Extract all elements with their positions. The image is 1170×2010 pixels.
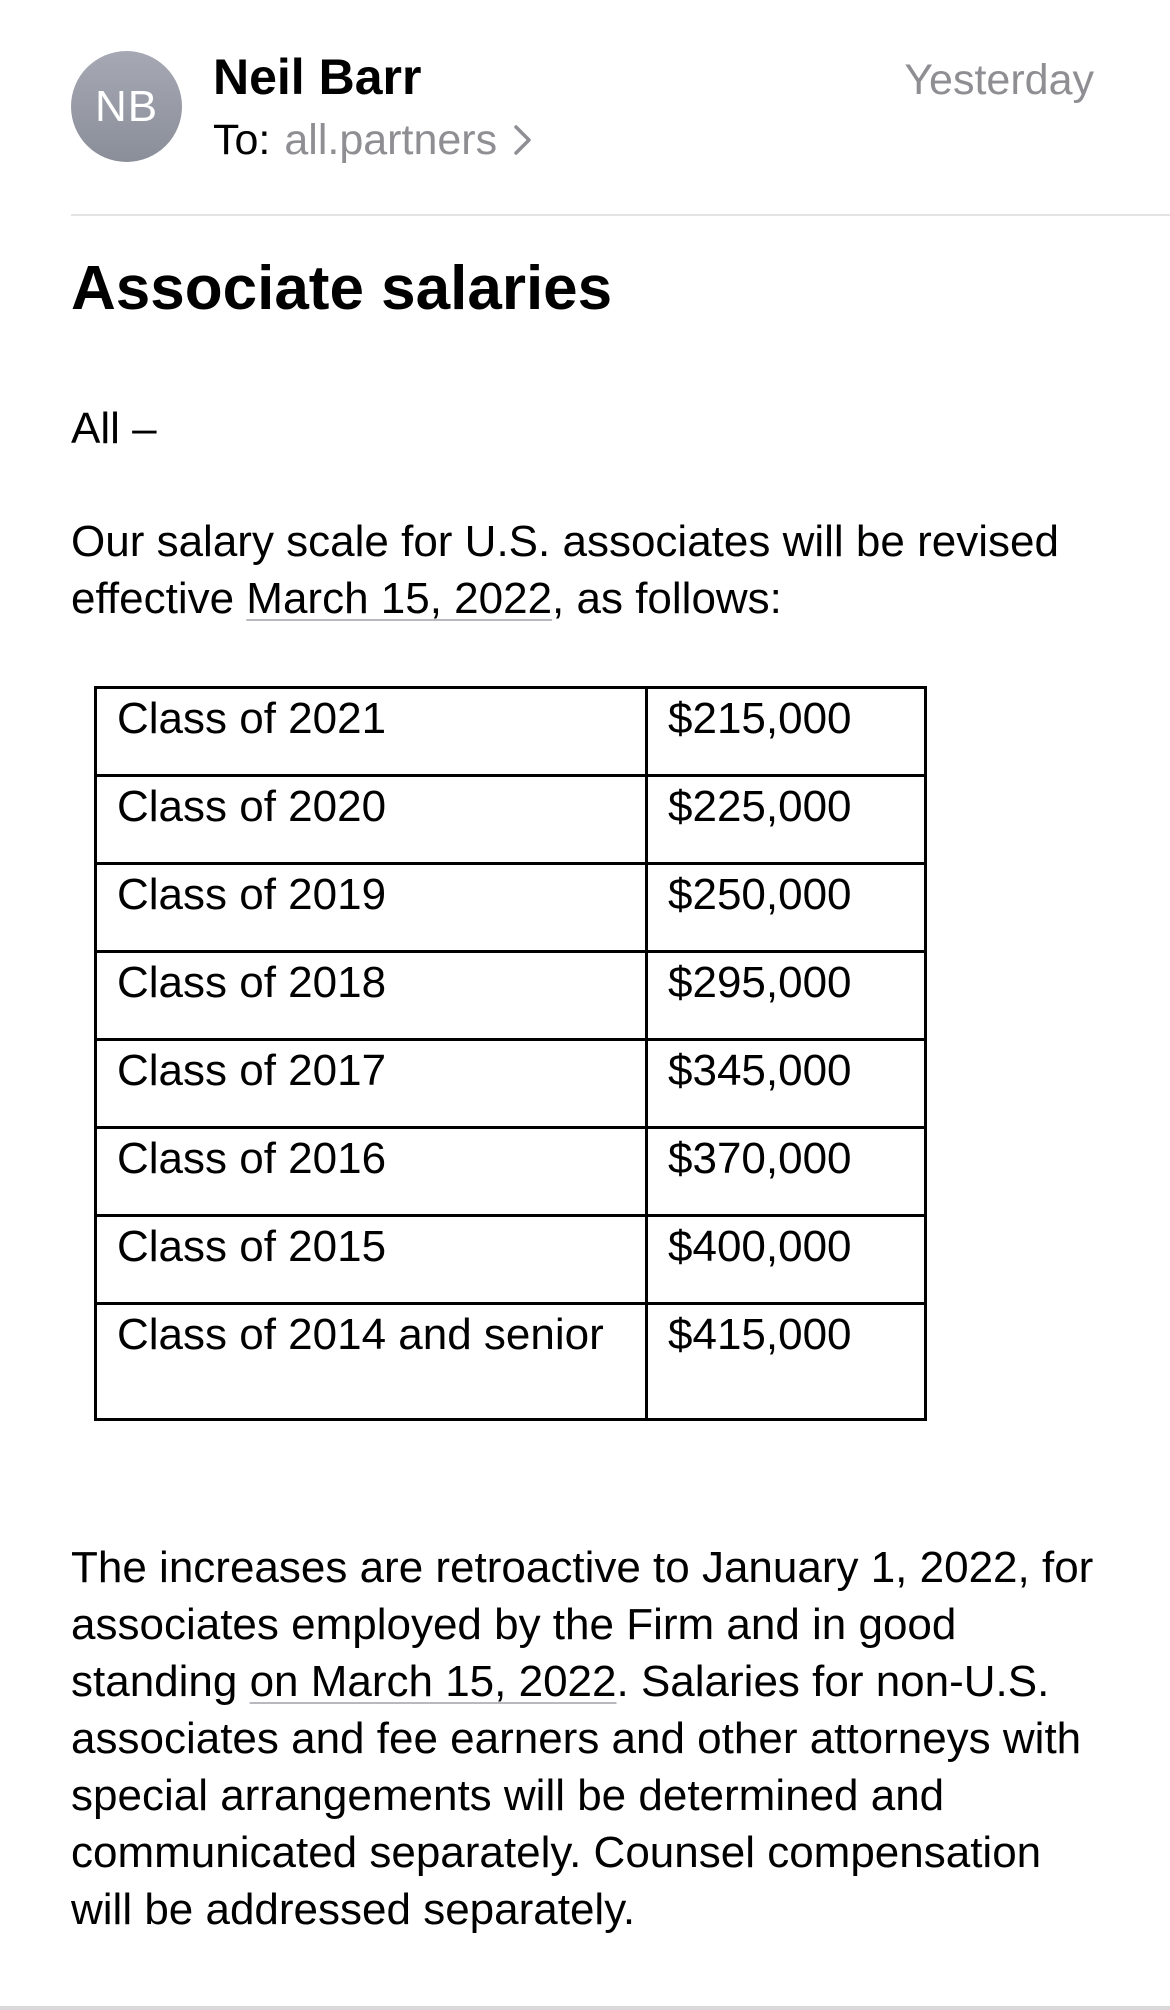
email-header xyxy=(0,0,1170,216)
salary-cell: $225,000 xyxy=(647,776,926,864)
recipient-row[interactable] xyxy=(213,112,539,168)
class-cell: Class of 2016 xyxy=(96,1128,647,1216)
email-subject: Associate salaries xyxy=(71,254,613,323)
chevron-right-icon[interactable] xyxy=(505,120,539,160)
intro-date-link[interactable]: March 15, 2022 xyxy=(246,574,553,623)
class-cell: Class of 2017 xyxy=(96,1040,647,1128)
closing-date-link[interactable]: on March 15, 2022 xyxy=(249,1657,617,1706)
sender-name[interactable]: Neil Barr xyxy=(213,49,422,105)
class-cell: Class of 2020 xyxy=(96,776,647,864)
salary-cell: $370,000 xyxy=(647,1128,926,1216)
salary-cell: $250,000 xyxy=(647,864,926,952)
table-row xyxy=(96,1040,926,1128)
class-cell: Class of 2019 xyxy=(96,864,647,952)
salary-cell: $215,000 xyxy=(647,688,926,776)
closing-text-before-link: The increases are retroactive to January 1, 2022, for associates employed by the Firm and in good standing xyxy=(71,1543,1094,1706)
closing-text-after-link: . Salaries for non-U.S. associates and fee earners and other attorneys with special arrangements will be determined and communicated separately. Counsel compensation will be addressed separately. xyxy=(71,1657,1082,1934)
salary-table-body xyxy=(96,688,926,1420)
table-row xyxy=(96,688,926,776)
intro-paragraph xyxy=(71,513,1111,627)
table-row xyxy=(96,1128,926,1216)
header-divider xyxy=(71,214,1170,216)
class-cell: Class of 2021 xyxy=(96,688,647,776)
table-row xyxy=(96,952,926,1040)
class-cell: Class of 2015 xyxy=(96,1216,647,1304)
salary-cell: $415,000 xyxy=(647,1304,926,1420)
class-cell: Class of 2014 and senior xyxy=(96,1304,647,1420)
closing-paragraph xyxy=(71,1539,1111,1938)
intro-text-before-date: Our salary scale for U.S. associates will be revised effective xyxy=(71,517,1059,623)
sender-avatar[interactable] xyxy=(71,51,182,162)
table-row xyxy=(96,776,926,864)
salary-cell: $345,000 xyxy=(647,1040,926,1128)
email-date: Yesterday xyxy=(904,56,1094,104)
table-row xyxy=(96,1304,926,1420)
salary-cell: $400,000 xyxy=(647,1216,926,1304)
class-cell: Class of 2018 xyxy=(96,952,647,1040)
avatar-initials: NB xyxy=(94,81,159,131)
intro-text-after-date: , as follows: xyxy=(552,574,782,623)
table-row xyxy=(96,1216,926,1304)
salary-cell: $295,000 xyxy=(647,952,926,1040)
table-row xyxy=(96,864,926,952)
salary-table xyxy=(94,686,927,1421)
recipient-name[interactable]: all.partners xyxy=(284,116,498,164)
email-greeting: All – xyxy=(71,404,157,453)
bottom-divider xyxy=(0,2006,1170,2010)
to-label: To: xyxy=(213,116,271,164)
